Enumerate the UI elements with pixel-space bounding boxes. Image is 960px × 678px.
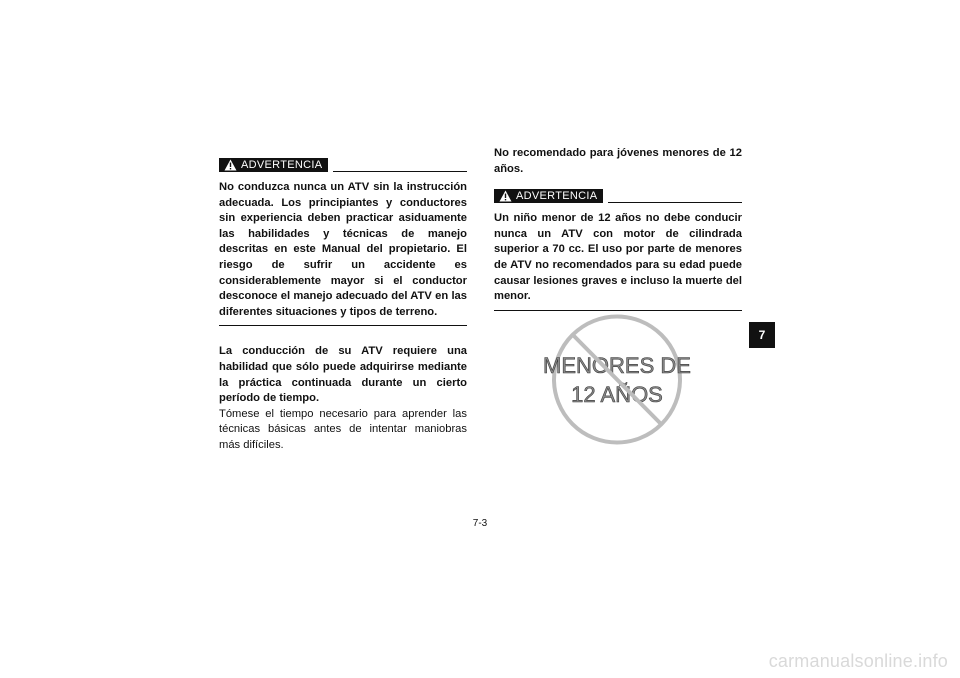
left-column [219, 158, 467, 454]
warning-text: No conduzca nunca un ATV sin la instrucción adecuada. Los principiantes y conductores sin experiencia deben practicar asiduamente las habilidades y técnicas de manejo descritas en este Manual del propietario. El riesgo de sufrir un accidente es considerablemente mayor si el conductor desconoce el manejo adecuado del ATV en las diferentes situaciones y tipos de terreno. [219, 181, 467, 318]
warning-header-rule [333, 171, 467, 172]
watermark: carmanualsonline.info [768, 651, 948, 671]
page-number: 7-3 [472, 518, 488, 529]
sign-text-line1: MENORES DE [543, 353, 691, 378]
warning-header [494, 189, 742, 205]
no-minors-sign [543, 313, 691, 446]
warning-label: ADVERTENCIA [516, 190, 598, 203]
warning-triangle-icon [224, 159, 237, 171]
section-heading: No recomendado para jóvenes menores de 12 años. [494, 147, 742, 175]
warning-header [219, 158, 467, 174]
warning-text: Un niño menor de 12 años no debe conducir nunca un ATV con motor de cilindrada superior a 70 cc. El uso por parte de menores de ATV no recomendados para su edad puede causar lesiones graves e incluso la muerte del menor. [494, 212, 742, 303]
warning-label: ADVERTENCIA [241, 159, 323, 171]
warning-badge [494, 189, 603, 203]
section-heading: La conducción de su ATV requiere una habilidad que sólo puede adquirirse mediante la práctica continuada durante un cierto período de tiempo. [219, 345, 467, 405]
right-column [494, 146, 742, 311]
warning-header-rule [608, 202, 742, 203]
warning-badge [219, 158, 328, 172]
body-text: Tómese el tiempo necesario para aprender las técnicas básicas antes de intentar maniobras más difíciles. [219, 407, 467, 451]
warning-end-rule [494, 310, 742, 311]
sign-text-line2: 12 AÑOS [571, 382, 663, 407]
chapter-tab: 7 [749, 322, 775, 348]
sign-slash [573, 335, 661, 424]
warning-triangle-icon [499, 190, 512, 202]
warning-end-rule [219, 325, 467, 326]
